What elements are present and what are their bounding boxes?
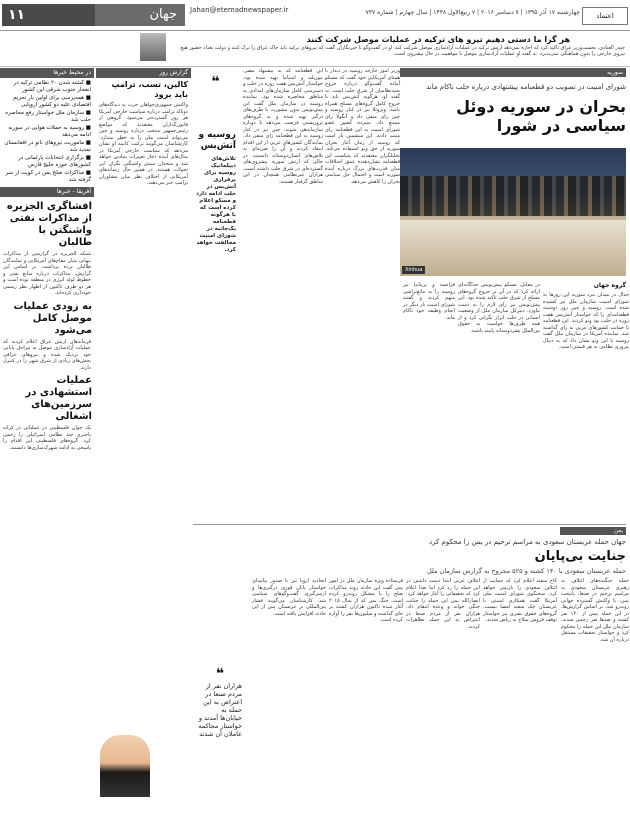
opinion-title: کالین، تسب، ترامپ باید برود <box>111 80 188 99</box>
page-number: ۱۱ <box>2 4 98 26</box>
list-item: ■ کشته شدن ۲۰ نظامی ترکیه در انفجار جنوب شرقی این کشور <box>13 80 91 93</box>
issue-line: چهارشنبه ۱۷ آذر ۱۳۹۵ | ۷ دسامبر ۲۰۱۶ | ۷ ربیع‌الاول ۱۴۳۸ | سال چهارم | شماره ۷۳۷ <box>365 9 580 16</box>
story-title: افشاگری الجزیره از مذاکرات نفتی واشنگتن با طالبان <box>6 201 92 248</box>
main-text: در مقابل، مسکو پیش‌نویس جداگانه‌ای ارائه کرد که در آن بر خروج گروه‌های مسلح از شرق حلب تاکید شده بود. این پیش‌نویس نیز رای لازم را به دست نیاورد. دبیرکل سازمان ملل از وضعیت انسانی در حلب ابراز نگرانی کرد و از همه طرف‌ها خواست به حقوق بین‌الملل بشردوستانه پایبند باشند. <box>458 282 540 334</box>
yemen-text: اتحادیه اروپا نیز با صدور بیانیه‌ای خواستار پایان فوری درگیری‌ها و ازسرگیری گفت‌وگوهای سیاسی شد. کارشناسان می‌گویند فشار بین‌المللی بر عربستان پس از این حادثه افزایش یافته است. <box>252 578 326 617</box>
yemen-divider <box>193 524 626 525</box>
news-bullets <box>0 78 94 187</box>
story-title: عملیات استشهادی در سرزمین‌های اشغالی <box>25 375 92 422</box>
yemen-text: فرستاده ویژه سازمان ملل در امور یمن گفت این حادثه روند مذاکرات صلح را با مشکل روبه‌رو کرده است. جنگ یمن که از سال ۲۰۱۵ آغاز شده تاکنون هزاران کشته بر جای گذاشته و میلیون‌ها نفر را آواره کرده است. <box>329 578 403 623</box>
yemen-pullquote <box>196 660 244 738</box>
yemen-overline: جهان حمله عربستان سعودی به مراسم ترحیم در یمن را محکوم کرد <box>428 538 626 546</box>
side-title: روسیه و آتش‌بس <box>198 130 236 151</box>
main-overline: شورای امنیت در تصویب دو قطعنامه پیشنهادی درباره حلب ناکام ماند <box>426 83 626 91</box>
newspaper-logo: اعتماد <box>582 7 628 25</box>
pullquote-text: هزاران نفر از مردم صنعا در اعتراض به این حمله به خیابان‌ها آمدند و خواستار محاکمه عاملان آن شدند <box>198 682 242 738</box>
quote-icon: ❝ <box>211 74 220 90</box>
list-item: ■ همه‌پرسی برای اولین بار تحریم اقتصادی علیه دو کشور اروپایی <box>13 95 91 108</box>
banner-headline: هر گرا ما دستی دهیم تیرو های ترکیه در عملیات موصل شرکت کنند <box>306 35 570 44</box>
opinion-column <box>96 68 191 818</box>
banner-text: حیدر العبادی، نخست‌وزیر عراق تاکید کرد که اجازه نمی‌دهد ارتش ترکیه در عملیات آزادسازی موصل شرکت کند. او در گفت‌وگو با خبرنگاران گفت که نیروهای ترکیه باید خاک عراق را ترک کنند و دولت بغداد حضور هیچ نیروی خارجی را بدون هماهنگی نمی‌پذیرد. به گفته او عملیات آزادسازی موصل با موفقیت در حال پیشروی است. <box>180 45 625 58</box>
banner-portrait <box>140 33 166 61</box>
list-item: ■ سازمان ملل خواستار رفع محاصره حلب شد <box>5 110 91 123</box>
section-title: جهان <box>95 4 185 26</box>
story-text: یک جوان فلسطینی در عملیاتی در کرانه باختری چند نظامی اسرائیلی را زخمی کرد. گروه‌های فلسطینی این اقدام را پاسخی به ادامه شهرک‌سازی‌ها دانستند. <box>3 425 91 451</box>
main-byline: گروه جهان <box>593 282 626 289</box>
side-column <box>193 68 238 518</box>
quote-icon: ❝ <box>215 666 225 682</box>
security-council-photo <box>400 148 626 276</box>
yemen-headline: جنایت بی‌پایان <box>534 549 626 564</box>
list-item: ■ روسیه به حملات هوایی در سوریه ادامه می‌دهد <box>8 125 91 138</box>
yemen-text: کاخ سفید اعلام کرد که حمایت از ائتلاف سعودی را بازبینی خواهد کرد. سخنگوی شورای امنیت ملی آمریکا گفت همکاری امنیتی با عربستان چک سفید امضا نیست. گروه‌های حقوق بشری نیز خواستار توقف فروش سلاح به ریاض شدند. <box>483 578 557 623</box>
story-title: به زودی عملیات موصل کامل می‌شود <box>13 300 92 336</box>
main-headline: بحران در سوریه دوئل سیاسی در شورا <box>456 97 626 135</box>
side-lead: تلاش‌های دیپلماتیک روسیه برای برقراری آتش‌بس در حلب ادامه دارد و مسکو اعلام کرده است که با هرگونه قطعنامه یک‌جانبه در شورای امنیت مخالفت خواهد کرد. <box>196 156 236 253</box>
photo-people <box>400 176 626 216</box>
yemen-text: ائتلاف عربی ابتدا دست داشتن در این حمله را رد کرد اما بعدا اعلام کرد که تحقیقاتی را آغاز خواهد کرد. انصارالله یمن این حمله را جنایت جنگی خواند و وعده انتقام داد. هزاران نفر از مردم صنعا در اعتراض به این حمله تظاهرات کردند. <box>406 578 480 630</box>
opinion-text: واکنش جمهوری‌خواهان حزب به دیدگاه‌های دونالد ترامپ درباره سیاست خارجی آمریکا هر روز گسترده‌تر می‌شود. گروهی از قانون‌گذاران معتقدند که مواضع رئیس‌جمهور منتخب درباره روسیه و چین می‌تواند امنیت ملی را به خطر بیندازد. کارشناسان می‌گویند ترکیب کابینه او نشان می‌دهد که سیاست خارجی آمریکا در سال‌های آینده دچار تغییرات بنیادین خواهد شد و متحدان سنتی واشنگتن نگران این تحولات هستند. در همین حال رسانه‌های آمریکایی از اختلاف نظر میان مشاوران ترامپ خبر می‌دهند. <box>99 102 188 186</box>
story-text-column: وزیر امور خارجه روسیه در دیدار با همتای آمریکایی خود گفت که مسکو آماده گفت‌وگو درباره خروج شبه‌نظامیان از شرق حلب است. به گفته او، هرگونه آتش‌بس باید با خروج کامل گروه‌های مسلح همراه باشد. ونزوئلا نیز در کنار روسیه و چین رای منفی داد و آنگولا رای ممتنع داد. سیزده کشور عضو شورای امنیت به این قطعنامه رای مثبت دادند. این ششمین بار است که روسیه از زمان آغاز بحران سوریه از حق وتو استفاده می‌کند. تحلیلگران معتقدند که شکست این قطعنامه نشان‌دهنده عمق اختلافات میان قدرت‌های بزرگ درباره آینده سوریه است و احتمال حل سیاسی بحران را کاهش می‌دهد. <box>325 68 400 185</box>
story-text: فرماندهان ارتش عراق اعلام کردند که عملیات آزادسازی موصل به مراحل پایانی خود نزدیک شده و نیروهای عراقی بخش‌های زیادی از شرق شهر را در کنترل دارند. <box>3 338 91 371</box>
photo-credit: Xinhua <box>402 266 425 274</box>
list-item: ■ مذاکرات صلح یمن در کویت از سر گرفته شد <box>5 170 91 183</box>
banner-divider <box>0 66 630 67</box>
main-kicker: سوریه <box>400 68 626 77</box>
photo-table <box>400 220 626 276</box>
yemen-kicker: یمن <box>560 527 626 535</box>
yemen-subhead: حمله عربستان سعودی با ۱۴۰ کشته و ۵۲۵ مجروح به گزارش سازمان ملل <box>427 567 626 575</box>
yemen-text: حمله جنگنده‌های ائتلاف به رهبری عربستان سعودی به مراسم ترحیم در صنعا، پایتخت یمن، با واکنش گسترده جهانی روبه‌رو شد. بر اساس گزارش‌ها، در این حمله بیش از ۱۴۰ نفر کشته و صدها نفر زخمی شدند. سازمان ملل این حمله را محکوم کرد و خواستار تحقیقات مستقل درباره آن شد. <box>561 578 629 643</box>
main-text: جدال در میدان نبرد سوریه این روزها به شورای امنیت سازمان ملل نیز کشیده شده است. روسیه و چین روز دوشنبه قطعنامه‌ای را که خواستار آتش‌بس هفت روزه در حلب بود وتو کردند. این قطعنامه با حمایت کشورهای غربی به رای گذاشته شد. نماینده آمریکا در سازمان ملل گفت روسیه با این وتو نشان داد که به دنبال پیروزی نظامی به هر قیمتی است. <box>543 292 629 350</box>
opinion-head: گزارش روز <box>96 68 191 78</box>
main-text: فرانسه و بریتانیا نیز روسیه را به مانع‌تراشی متهم کردند و گفتند شورای امنیت بار دیگر در انجام وظیفه خود ناکام ماند. <box>403 282 455 321</box>
left-column <box>0 68 94 818</box>
news-box2-head: آفریقا - خبرها <box>0 187 94 197</box>
story-text: شبکه الجزیره در گزارشی از مذاکرات پنهانی میان مقام‌های آمریکایی و نمایندگان طالبان پرده برداشت. بر اساس این گزارش، مذاکرات درباره منابع نفتی و خطوط لوله انرژی در منطقه بوده است و هر دو طرف تاکنون از اظهار نظر رسمی خودداری کرده‌اند. <box>3 251 91 296</box>
site-email[interactable]: Jahan@etemadnewspaper.ir <box>190 6 289 14</box>
top-divider <box>0 30 630 31</box>
news-box-head: در محیط خبرها <box>0 68 94 78</box>
story-text-column: این قطعنامه که به پیشنهاد مصر، نیوزیلند و اسپانیا تهیه شده بود، خواستار آتش‌بس هفت روزه در حلب و دسترسی کامل سازمان‌های امدادی به مناطق محاصره شده بود. نماینده روسیه در سازمان ملل گفت این پیش‌نویس بدون مشورت با طرف‌های درگیر تهیه شده و به گروه‌های تروریستی فرصت می‌دهد تا دوباره سازماندهی شوند. چین نیز در کنار روسیه به این قطعنامه رای منفی داد. نمایندگان کشورهای غربی از این اقدام انتقاد کردند و آن را ضربه‌ای به تلاش‌های انسان‌دوستانه دانستند. در حالی که ارتش سوریه پیشروی‌های گسترده‌ای در شرق حلب داشته است، هزاران غیرنظامی همچنان در این مناطق گرفتار هستند. <box>243 68 323 185</box>
list-item: ■ برگزاری انتخابات پارلمانی در کشورهای حوزه خلیج فارس <box>18 155 91 168</box>
list-item: ■ ماموریت نیروهای ناتو در افغانستان تمدید شد <box>4 140 91 153</box>
